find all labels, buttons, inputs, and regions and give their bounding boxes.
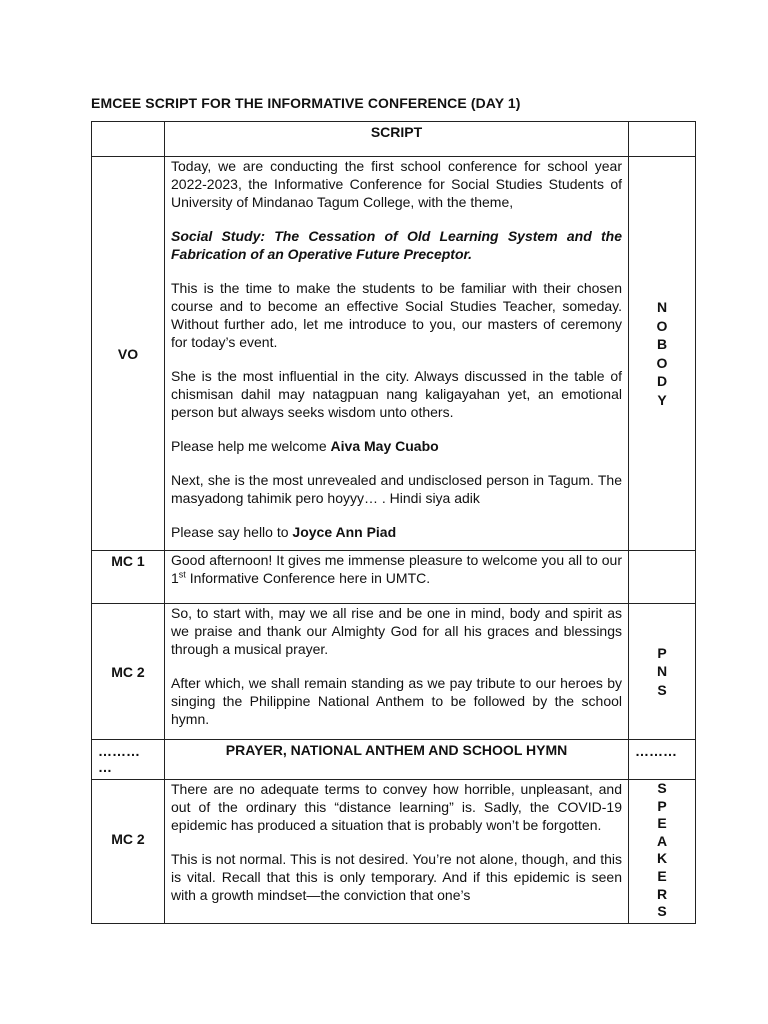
script-paragraph: This is the time to make the students to be familiar with their chosen course and to become an effective Social Studies Teacher, someday. Without further ado, let me introduce to you, our masters of ceremony for today’s event. [171,280,622,350]
vertical-letter: E [657,867,667,884]
table-row-break [92,740,696,780]
script-paragraph [171,437,622,455]
header-empty-cell [92,122,165,157]
hello-text: Please say hello to [171,524,293,540]
script-paragraph: She is the most influential in the city. Always discussed in the table of chismisan dahil may natagpuan nang kaligayahan yet, an emotional person but always seeks wisdom unto others. [171,368,622,420]
vertical-letter: P [657,797,667,814]
vertical-label-cell [629,604,696,740]
dots-cell: ……… … [92,740,165,780]
script-cell [165,604,629,740]
greeting-text: Good afternoon! It gives me immense pleasure to welcome you all to our 1 [171,552,622,586]
role-cell: MC 2 [92,604,165,740]
dots-cell: ……… [629,740,696,780]
document-title: EMCEE SCRIPT FOR THE INFORMATIVE CONFERENCE (DAY 1) [91,95,521,111]
vertical-letter: S [657,681,667,698]
greeting-text: Informative Conference here in UMTC. [185,570,431,586]
vertical-letter: N [656,299,668,315]
script-paragraph: Next, she is the most unrevealed and undisclosed person in Tagum. The masyadong tahimik pero hoyyy… . Hindi siya adik [171,472,622,506]
role-cell: VO [92,157,165,551]
vertical-letter: Y [657,391,667,408]
emcee-name: Aiva May Cuabo [330,438,439,454]
conference-theme: Social Study: The Cessation of Old Learning System and the Fabrication of an Operative Future Preceptor. [171,228,622,262]
vertical-label-cell [629,780,696,924]
script-paragraph: This is not normal. This is not desired. You’re not alone, though, and this is vital. Recall that this is only temporary. And if this epidemic is seen with a growth mindset—the conviction that one’s [171,851,622,903]
script-column-header: SCRIPT [165,122,629,157]
ordinal-suffix: st [178,569,186,580]
script-paragraph [171,523,622,541]
role-cell: MC 1 [92,551,165,604]
welcome-text: Please help me welcome [171,438,331,454]
script-paragraph: After which, we shall remain standing as we pay tribute to our heroes by singing the Philippine National Anthem to be followed by the school hymn. [171,675,622,727]
script-paragraph [171,551,622,587]
table-header-row [92,122,696,157]
script-paragraph: So, to start with, may we all rise and be one in mind, body and spirit as we praise and thank our Almighty God for all his graces and blessings through a musical prayer. [171,605,622,657]
script-cell [165,551,629,604]
vertical-letter: O [656,354,668,371]
script-cell [165,780,629,924]
vertical-letter: S [657,903,667,920]
vertical-letter: S [657,780,667,796]
vertical-letter: B [656,336,668,352]
vertical-letter: O [656,317,668,334]
program-segment-label: PRAYER, NATIONAL ANTHEM AND SCHOOL HYMN [165,740,629,780]
script-paragraph: Today, we are conducting the first school conference for school year 2022-2023, the Informative Conference for Social Studies Students of University of Mindanao Tagum College, with the theme, [171,158,622,210]
vertical-letter: P [657,644,667,661]
vertical-letter: K [656,850,668,867]
table-row-vo [92,157,696,551]
vertical-letter: D [656,373,668,389]
script-paragraph: There are no adequate terms to convey how horrible, unpleasant, and out of the ordinary this “distance learning” is. Sadly, the COVID-19 epidemic has produced a situation that is probably won’t be forgotten. [171,781,622,833]
empty-cell [629,551,696,604]
vertical-letter: A [656,832,668,849]
vertical-letter: R [656,885,668,902]
table-row-mc1 [92,551,696,604]
script-table [91,121,696,924]
vertical-label-cell [629,157,696,551]
header-empty-cell [629,122,696,157]
table-row-mc2-prayer [92,604,696,740]
script-cell [165,157,629,551]
vertical-letter: E [657,815,667,832]
role-cell: MC 2 [92,780,165,924]
vertical-letter: N [656,663,668,680]
table-row-mc2-speakers [92,780,696,924]
emcee-name: Joyce Ann Piad [292,524,397,540]
